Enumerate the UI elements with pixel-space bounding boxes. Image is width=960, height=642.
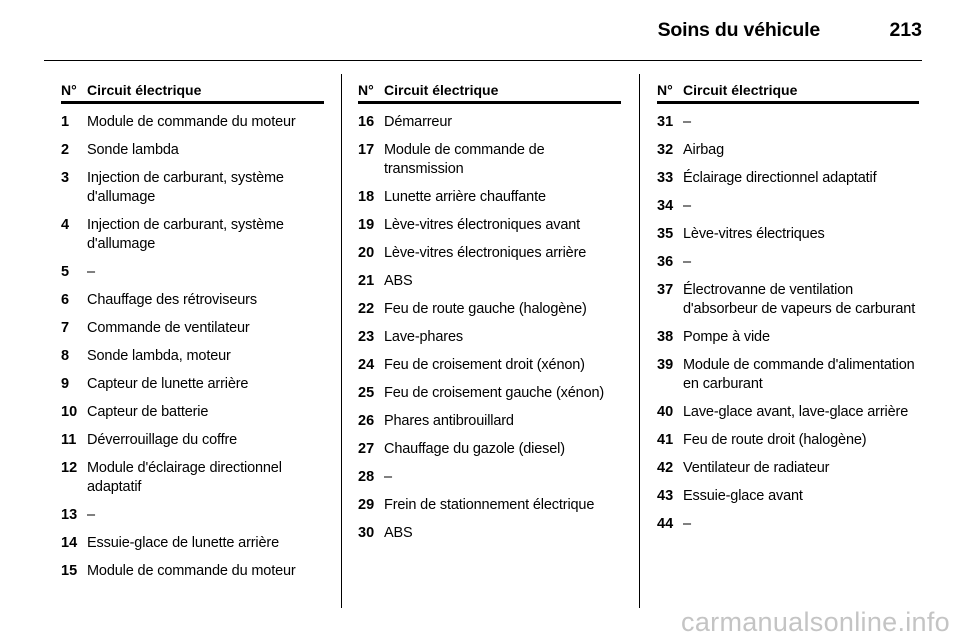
column-divider <box>639 74 640 608</box>
fuse-number: 7 <box>61 320 70 336</box>
fuse-circuit-label: Injection de carburant, système d'allumage <box>87 217 284 252</box>
fuse-row <box>358 269 621 297</box>
fuse-circuit-label: Essuie-glace de lunette arrière <box>87 535 280 551</box>
fuse-row <box>657 250 919 278</box>
fuse-circuit-label: Feu de route gauche (halogène) <box>384 301 587 317</box>
fuse-row <box>61 428 324 456</box>
fuse-circuit-label: Capteur de batterie <box>87 404 209 420</box>
column-header-label: Circuit électrique <box>87 82 202 98</box>
fuse-circuit-label: – <box>384 469 392 485</box>
fuse-number: 4 <box>61 217 70 233</box>
fuse-row <box>358 381 621 409</box>
page-number: 213 <box>889 19 922 41</box>
column-header-label: Circuit électrique <box>683 82 798 98</box>
fuse-circuit-label: – <box>683 198 691 214</box>
fuse-row <box>61 559 324 587</box>
fuse-circuit-label: – <box>87 264 95 280</box>
fuse-circuit-label: ABS <box>384 273 413 289</box>
fuse-circuit-label: – <box>87 507 95 523</box>
fuse-row <box>657 325 919 353</box>
fuse-number: 3 <box>61 170 70 186</box>
fuse-number: 42 <box>657 460 674 476</box>
fuse-number: 31 <box>657 114 674 130</box>
fuse-row <box>61 372 324 400</box>
fuse-number: 22 <box>358 301 375 317</box>
fuse-number: 44 <box>657 516 674 532</box>
header-rule <box>44 60 922 61</box>
fuse-circuit-label: Module d'éclairage directionnel adaptatif <box>87 460 282 495</box>
fuse-circuit-label: Déverrouillage du coffre <box>87 432 238 448</box>
fuse-row <box>358 409 621 437</box>
fuse-row <box>61 110 324 138</box>
fuse-number: 9 <box>61 376 70 392</box>
fuse-circuit-label: Module de commande du moteur <box>87 563 296 579</box>
fuse-row <box>358 185 621 213</box>
fuse-number: 1 <box>61 114 70 130</box>
fuse-row <box>61 400 324 428</box>
fuse-circuit-label: Module de commande d'alimentation en carburant <box>683 357 915 392</box>
fuse-number: 26 <box>358 413 375 429</box>
fuse-number: 41 <box>657 432 674 448</box>
column-header-number: N° <box>657 82 673 98</box>
fuse-circuit-label: Lève-vitres électroniques arrière <box>384 245 587 261</box>
fuse-row <box>358 353 621 381</box>
column-header-number: N° <box>358 82 374 98</box>
fuse-circuit-label: Électrovanne de ventilation d'absorbeur de vapeurs de carburant <box>683 282 916 317</box>
fuse-number: 18 <box>358 189 375 205</box>
fuse-number: 35 <box>657 226 674 242</box>
fuse-circuit-label: Lève-vitres électroniques avant <box>384 217 581 233</box>
fuse-row <box>657 278 919 325</box>
fuse-row <box>358 521 621 549</box>
fuse-row <box>358 241 621 269</box>
fuse-number: 2 <box>61 142 70 158</box>
fuse-circuit-label: Lunette arrière chauffante <box>384 189 546 205</box>
fuse-row <box>358 138 621 185</box>
fuse-circuit-label: Sonde lambda, moteur <box>87 348 231 364</box>
fuse-row <box>657 138 919 166</box>
fuse-row <box>657 222 919 250</box>
fuse-number: 29 <box>358 497 375 513</box>
fuse-circuit-label: Lave-glace avant, lave-glace arrière <box>683 404 909 420</box>
fuse-number: 19 <box>358 217 375 233</box>
fuse-number: 10 <box>61 404 78 420</box>
fuse-row <box>61 503 324 531</box>
fuse-number: 32 <box>657 142 674 158</box>
fuse-circuit-label: Chauffage du gazole (diesel) <box>384 441 565 457</box>
fuse-number: 14 <box>61 535 78 551</box>
fuse-row <box>358 213 621 241</box>
fuse-number: 5 <box>61 264 70 280</box>
fuse-row <box>657 194 919 222</box>
fuse-circuit-label: Feu de croisement droit (xénon) <box>384 357 585 373</box>
watermark: carmanualsonline.info <box>681 607 950 637</box>
fuse-row <box>61 288 324 316</box>
fuse-number: 16 <box>358 114 375 130</box>
fuse-row <box>61 138 324 166</box>
fuse-list <box>358 110 621 549</box>
fuse-circuit-label: Module de commande du moteur <box>87 114 296 130</box>
fuse-row <box>657 400 919 428</box>
fuse-number: 34 <box>657 198 674 214</box>
fuse-circuit-label: Frein de stationnement électrique <box>384 497 595 513</box>
column-header-number: N° <box>61 82 77 98</box>
fuse-row <box>657 166 919 194</box>
fuse-row <box>61 531 324 559</box>
fuse-row <box>61 316 324 344</box>
fuse-number: 37 <box>657 282 674 298</box>
fuse-number: 8 <box>61 348 70 364</box>
fuse-number: 38 <box>657 329 674 345</box>
fuse-circuit-label: Commande de ventilateur <box>87 320 250 336</box>
fuse-list <box>657 110 919 540</box>
fuse-table-column-2 <box>358 80 621 549</box>
fuse-number: 11 <box>61 432 77 448</box>
fuse-number: 27 <box>358 441 375 457</box>
fuse-circuit-label: Ventilateur de radiateur <box>683 460 830 476</box>
fuse-number: 13 <box>61 507 78 523</box>
fuse-number: 21 <box>358 273 375 289</box>
fuse-number: 30 <box>358 525 375 541</box>
fuse-circuit-label: Airbag <box>683 142 725 158</box>
fuse-number: 20 <box>358 245 375 261</box>
fuse-circuit-label: Lave-phares <box>384 329 463 345</box>
column-header <box>61 80 324 104</box>
fuse-number: 36 <box>657 254 674 270</box>
fuse-row <box>657 484 919 512</box>
fuse-circuit-label: ABS <box>384 525 413 541</box>
fuse-circuit-label: Feu de route droit (halogène) <box>683 432 867 448</box>
fuse-circuit-label: Sonde lambda <box>87 142 179 158</box>
fuse-row <box>657 456 919 484</box>
fuse-row <box>61 260 324 288</box>
fuse-number: 43 <box>657 488 674 504</box>
fuse-number: 25 <box>358 385 375 401</box>
fuse-circuit-label: Injection de carburant, système d'allumage <box>87 170 284 205</box>
fuse-number: 28 <box>358 469 375 485</box>
fuse-circuit-label: Capteur de lunette arrière <box>87 376 249 392</box>
fuse-number: 6 <box>61 292 70 308</box>
fuse-circuit-label: Feu de croisement gauche (xénon) <box>384 385 605 401</box>
fuse-number: 39 <box>657 357 674 373</box>
fuse-number: 12 <box>61 460 78 476</box>
fuse-table-column-3 <box>657 80 919 540</box>
page-title: Soins du véhicule <box>657 19 820 41</box>
fuse-circuit-label: Éclairage directionnel adaptatif <box>683 170 877 186</box>
fuse-row <box>61 456 324 503</box>
page-header <box>0 0 960 61</box>
fuse-row <box>358 493 621 521</box>
fuse-circuit-label: Lève-vitres électriques <box>683 226 825 242</box>
fuse-row <box>358 325 621 353</box>
column-divider <box>341 74 342 608</box>
fuse-table-column-1 <box>61 80 324 587</box>
fuse-row <box>358 465 621 493</box>
fuse-row <box>61 213 324 260</box>
fuse-circuit-label: Module de commande de transmission <box>384 142 545 177</box>
fuse-circuit-label: Pompe à vide <box>683 329 770 345</box>
fuse-number: 15 <box>61 563 78 579</box>
fuse-row <box>358 297 621 325</box>
fuse-number: 40 <box>657 404 674 420</box>
fuse-number: 23 <box>358 329 375 345</box>
fuse-row <box>358 437 621 465</box>
fuse-row <box>657 353 919 400</box>
column-header <box>358 80 621 104</box>
fuse-circuit-label: Essuie-glace avant <box>683 488 803 504</box>
fuse-circuit-label: – <box>683 516 691 532</box>
fuse-row <box>358 110 621 138</box>
fuse-row <box>657 110 919 138</box>
fuse-number: 24 <box>358 357 375 373</box>
fuse-number: 17 <box>358 142 375 158</box>
fuse-row <box>61 166 324 213</box>
column-header <box>657 80 919 104</box>
fuse-circuit-label: – <box>683 254 691 270</box>
fuse-row <box>61 344 324 372</box>
fuse-circuit-label: Chauffage des rétroviseurs <box>87 292 257 308</box>
fuse-circuit-label: Démarreur <box>384 114 452 130</box>
column-header-label: Circuit électrique <box>384 82 499 98</box>
fuse-row <box>657 428 919 456</box>
fuse-circuit-label: – <box>683 114 691 130</box>
fuse-row <box>657 512 919 540</box>
fuse-circuit-label: Phares antibrouillard <box>384 413 514 429</box>
fuse-list <box>61 110 324 587</box>
fuse-number: 33 <box>657 170 674 186</box>
